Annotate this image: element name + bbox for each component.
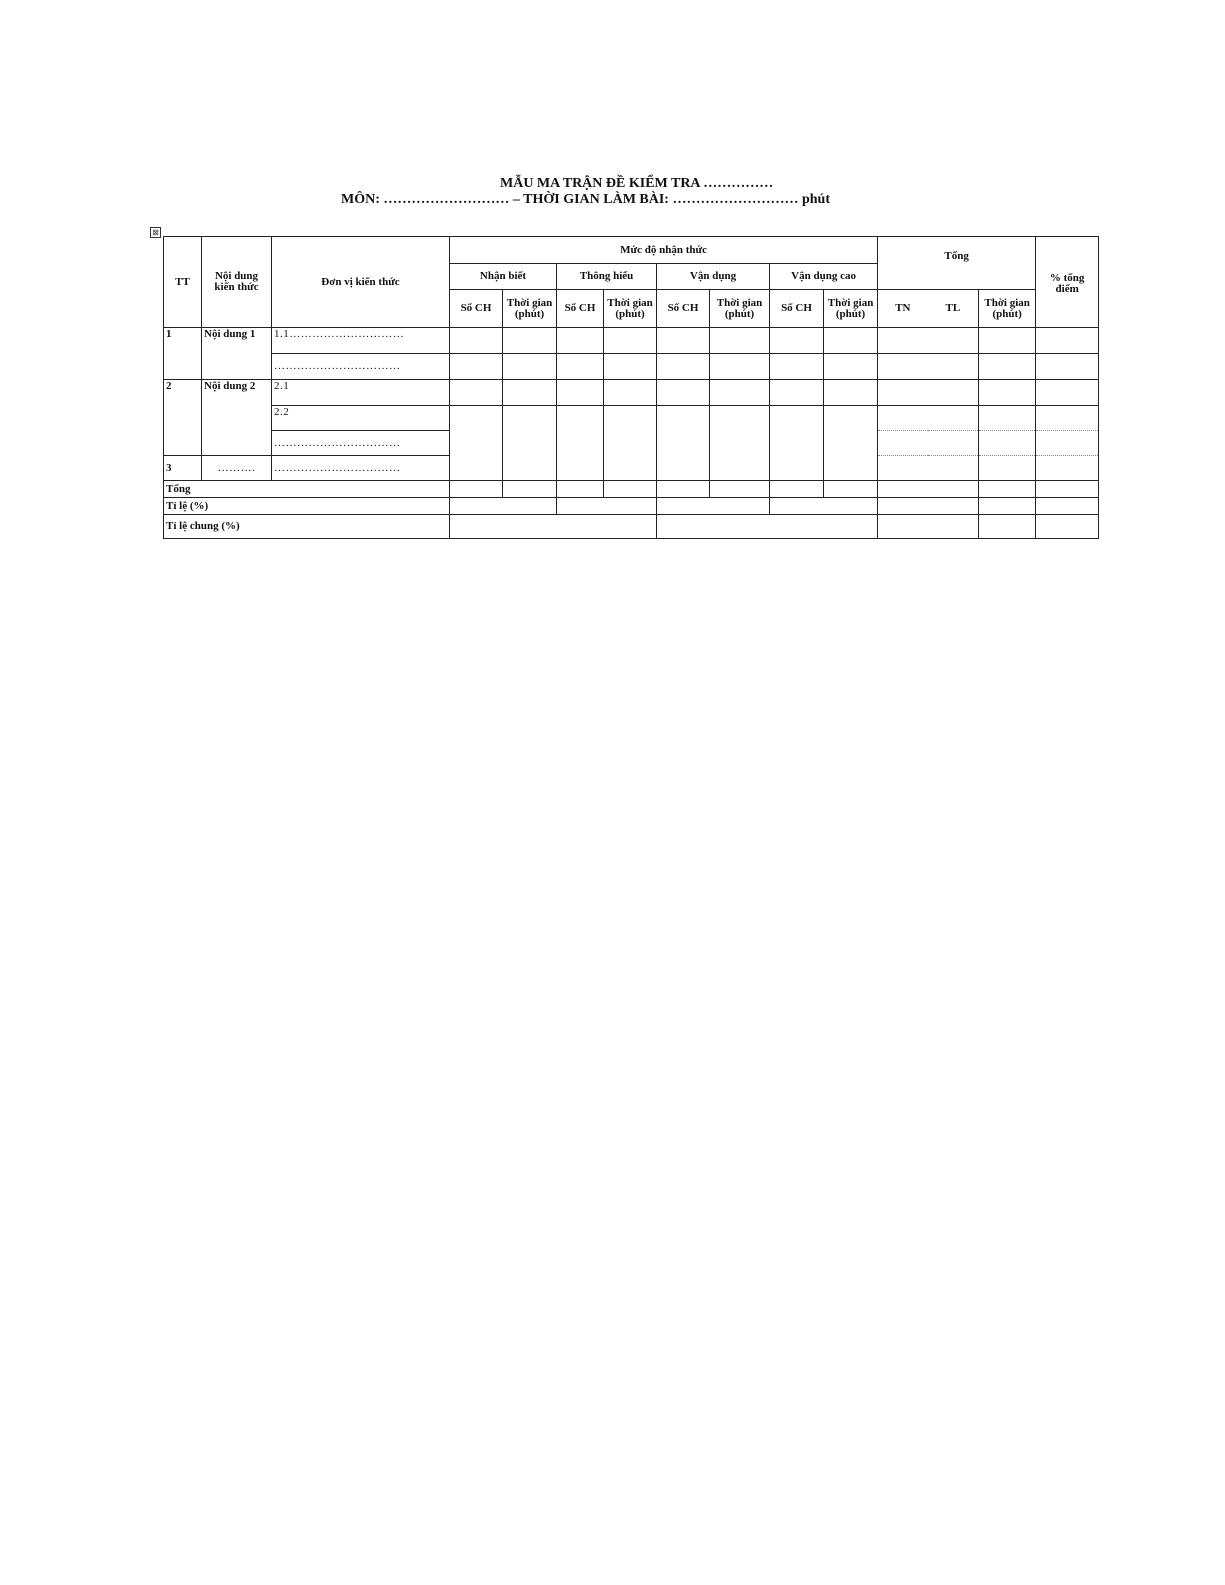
cell [657,354,710,380]
col-thoi-gian-1: Thời gian (phút) [503,290,557,328]
cell [604,328,657,354]
cell [450,498,557,515]
cell [657,380,710,406]
cell [770,498,878,515]
cell [770,406,824,481]
row-noi-dung: Nội dung 2 [202,380,272,406]
cell [604,481,657,498]
table-row [164,328,1099,354]
cell [710,406,770,481]
cell [979,456,1036,481]
cell [824,481,878,498]
cell [979,431,1036,456]
cell [878,406,979,431]
table-row [164,406,1099,431]
header-don-vi: Đơn vị kiến thức [272,237,450,328]
cell [824,328,878,354]
cell [770,354,824,380]
cell [1036,456,1099,481]
cell [657,515,878,539]
cell [164,406,202,431]
cell [1036,380,1099,406]
cell [1036,498,1099,515]
cell [450,481,503,498]
row-ti-le-label: Tỉ lệ (%) [164,498,450,515]
cell [1036,328,1099,354]
row-unit: …………………………… [272,431,450,456]
exam-matrix-table [163,236,1099,539]
row-unit: 2.2 [272,406,450,431]
cell [503,354,557,380]
cell [503,406,557,481]
cell [979,515,1036,539]
cell [1036,515,1099,539]
level-thong-hieu: Thông hiểu [557,264,657,290]
row-tt: 2 [164,380,202,406]
cell [604,380,657,406]
row-tt: 1 [164,328,202,380]
cell [604,406,657,481]
cell [557,328,604,354]
cell [657,481,710,498]
cell [878,328,979,354]
title-line-1: MẪU MA TRẬN ĐỀ KIỂM TRA …………… [500,176,774,191]
cell [878,456,979,481]
table-anchor-icon[interactable]: ⊠ [150,227,161,238]
cell [878,481,979,498]
cell [1036,431,1099,456]
cell [1036,406,1099,431]
col-so-ch-1: Số CH [450,290,503,328]
cell [979,481,1036,498]
col-thoi-gian-3: Thời gian (phút) [710,290,770,328]
cell [657,406,710,481]
cell [450,380,503,406]
cell [604,354,657,380]
cell [710,328,770,354]
title-line-2: MÔN: ……………………… – THỜI GIAN LÀM BÀI: ……………………… phút [341,192,830,207]
header-muc-do: Mức độ nhận thức [450,237,878,264]
cell [450,406,503,481]
cell [979,328,1036,354]
cell [657,498,770,515]
row-unit: …………………………… [272,456,450,481]
cell [1036,354,1099,380]
cell [878,498,979,515]
cell [450,354,503,380]
cell [824,406,878,481]
cell [710,380,770,406]
cell [770,481,824,498]
cell [164,431,202,456]
col-so-ch-2: Số CH [557,290,604,328]
cell [557,406,604,481]
cell [979,380,1036,406]
cell [878,354,979,380]
cell [557,354,604,380]
cell [503,328,557,354]
col-thoi-gian-4: Thời gian (phút) [824,290,878,328]
header-tong: Tổng [878,237,1036,290]
row-noi-dung: ………. [202,456,272,481]
cell [202,406,272,431]
total-row [164,481,1099,498]
cell [878,380,979,406]
cell [450,328,503,354]
cell [557,481,604,498]
cell [878,515,979,539]
cell [710,354,770,380]
cell [770,328,824,354]
cell [979,498,1036,515]
cell [1036,481,1099,498]
cell [824,380,878,406]
row-ti-le-chung-label: Tỉ lệ chung (%) [164,515,450,539]
row-noi-dung: Nội dung 1 [202,328,272,380]
level-nhan-biet: Nhận biết [450,264,557,290]
header-noi-dung: Nội dung kiến thức [202,237,272,328]
col-tl: TL [928,290,979,328]
cell [979,406,1036,431]
table-row [164,354,1099,380]
ratio-row [164,498,1099,515]
row-unit: 2.1 [272,380,450,406]
cell [450,515,657,539]
cell [557,380,604,406]
col-tong-thoi-gian: Thời gian (phút) [979,290,1036,328]
level-van-dung: Vận dụng [657,264,770,290]
col-so-ch-4: Số CH [770,290,824,328]
cell [979,354,1036,380]
header-tt: TT [164,237,202,328]
row-tong-label: Tổng [164,481,450,498]
cell [878,431,979,456]
col-thoi-gian-2: Thời gian (phút) [604,290,657,328]
table-row [164,380,1099,406]
cell [202,431,272,456]
header-row-1 [164,237,1099,264]
cell [710,481,770,498]
row-tt: 3 [164,456,202,481]
col-so-ch-3: Số CH [657,290,710,328]
row-unit: …………………………… [272,354,450,380]
cell [824,354,878,380]
cell [503,380,557,406]
cell [557,498,657,515]
cell [503,481,557,498]
header-phan-tram: % tổng điểm [1036,237,1099,328]
overall-ratio-row [164,515,1099,539]
cell [770,380,824,406]
row-unit: 1.1………………………… [272,328,450,354]
col-tn: TN [878,290,928,328]
cell [657,328,710,354]
level-van-dung-cao: Vận dụng cao [770,264,878,290]
